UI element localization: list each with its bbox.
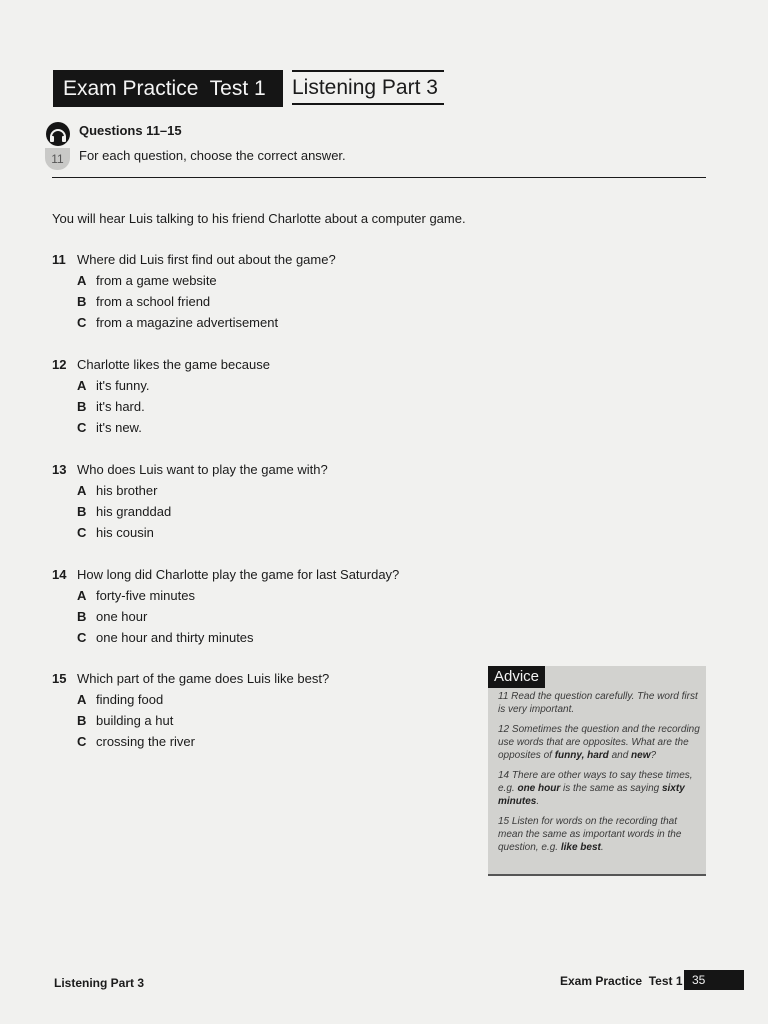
advice-text: ? — [650, 750, 657, 761]
option-text: it's funny. — [96, 378, 150, 393]
option-letter: C — [77, 630, 87, 645]
answer-option-a[interactable] — [52, 689, 329, 710]
option-text: his granddad — [96, 504, 172, 519]
question-12 — [52, 354, 270, 438]
answer-option-b[interactable] — [52, 710, 329, 731]
option-text: his brother — [96, 483, 158, 498]
question-number: 12 — [52, 357, 67, 372]
advice-text: is very important. — [498, 704, 575, 715]
answer-option-a[interactable] — [52, 375, 270, 396]
advice-body — [498, 690, 700, 861]
advice-text: . — [536, 796, 540, 807]
advice-item — [498, 690, 700, 716]
advice-item — [498, 815, 700, 854]
option-letter: C — [77, 420, 87, 435]
option-letter: C — [77, 734, 87, 749]
advice-title: Advice — [488, 666, 545, 688]
advice-text: 11 Read the question carefully. The word — [498, 691, 682, 702]
answer-option-c[interactable] — [52, 731, 329, 752]
advice-text: is the same as saying — [560, 783, 662, 794]
option-letter: A — [77, 692, 87, 707]
question-text: Where did Luis first find out about the game? — [77, 252, 336, 267]
option-text: from a game website — [96, 273, 217, 288]
advice-text: and — [608, 750, 632, 761]
question-number: 11 — [52, 252, 66, 267]
header-title-text: Exam Practice Test 1 — [63, 76, 266, 100]
header-title — [53, 70, 283, 107]
answer-option-b[interactable] — [52, 501, 328, 522]
advice-text: 12 Sometimes the question and the recording use words that are opposites. What are the opposites of — [498, 724, 700, 761]
answer-option-c[interactable] — [52, 312, 336, 333]
footer-section: Listening Part 3 — [54, 976, 145, 990]
question-number: 13 — [52, 462, 67, 477]
advice-text: like best — [560, 842, 601, 853]
answer-option-b[interactable] — [52, 291, 336, 312]
question-14 — [52, 564, 399, 648]
advice-item — [498, 769, 700, 808]
option-letter: A — [77, 483, 87, 498]
question-stem — [52, 249, 336, 270]
answer-option-a[interactable] — [52, 270, 336, 291]
header-part-text: Listening Part 3 — [292, 75, 438, 99]
answer-option-a[interactable] — [52, 585, 399, 606]
question-text: Who does Luis want to play the game with? — [77, 462, 328, 477]
question-number: 14 — [52, 567, 67, 582]
option-letter: B — [77, 504, 87, 519]
option-text: his cousin — [96, 525, 154, 540]
answer-option-b[interactable] — [52, 396, 270, 417]
instruction-text: For each question, choose the correct answer. — [79, 148, 346, 163]
advice-text: . — [600, 842, 604, 853]
advice-text: 15 Listen for words on the recording that mean the same as important words in the question, e.g. — [498, 816, 682, 853]
advice-text: 14 There are other ways to say these times, e.g. — [498, 770, 693, 794]
option-letter: B — [77, 294, 87, 309]
advice-text: funny, hard — [554, 750, 609, 761]
option-letter: B — [77, 399, 87, 414]
option-text: crossing the river — [96, 734, 195, 749]
option-text: it's hard. — [96, 399, 145, 414]
question-11 — [52, 249, 336, 333]
answer-option-c[interactable] — [52, 417, 270, 438]
option-text: one hour — [96, 609, 148, 624]
option-letter: A — [77, 588, 87, 603]
question-13 — [52, 459, 328, 543]
question-text: Which part of the game does Luis like best? — [77, 671, 330, 686]
option-letter: A — [77, 273, 87, 288]
question-15 — [52, 668, 329, 752]
question-text: Charlotte likes the game because — [77, 357, 270, 372]
answer-option-b[interactable] — [52, 606, 399, 627]
option-text: building a hut — [96, 713, 174, 728]
option-text: finding food — [96, 692, 164, 707]
divider — [52, 177, 706, 178]
advice-text: one hour — [517, 783, 561, 794]
advice-text: sixty minutes — [498, 783, 685, 807]
option-text: from a magazine advertisement — [96, 315, 279, 330]
header-part — [292, 70, 444, 105]
questions-range: Questions 11–15 — [79, 123, 182, 138]
question-stem — [52, 459, 328, 480]
advice-item — [498, 723, 700, 762]
option-letter: B — [77, 713, 87, 728]
track-number: 11 — [45, 148, 70, 170]
question-number: 15 — [52, 671, 67, 686]
footer-test: Exam Practice Test 1 — [560, 974, 683, 988]
page-number: 35 — [684, 970, 744, 990]
option-letter: B — [77, 609, 87, 624]
question-text: How long did Charlotte play the game for last Saturday? — [77, 567, 400, 582]
advice-text: new — [631, 750, 651, 761]
question-stem — [52, 668, 329, 689]
option-text: from a school friend — [96, 294, 211, 309]
option-letter: C — [77, 525, 87, 540]
answer-option-c[interactable] — [52, 627, 399, 648]
option-text: one hour and thirty minutes — [96, 630, 254, 645]
answer-option-c[interactable] — [52, 522, 328, 543]
option-letter: C — [77, 315, 87, 330]
question-stem — [52, 354, 270, 375]
option-text: it's new. — [96, 420, 142, 435]
answer-option-a[interactable] — [52, 480, 328, 501]
question-stem — [52, 564, 399, 585]
intro-text: You will hear Luis talking to his friend Charlotte about a computer game. — [52, 211, 466, 226]
option-letter: A — [77, 378, 87, 393]
option-text: forty-five minutes — [96, 588, 195, 603]
advice-text: first — [681, 691, 698, 702]
advice-box — [488, 666, 706, 876]
